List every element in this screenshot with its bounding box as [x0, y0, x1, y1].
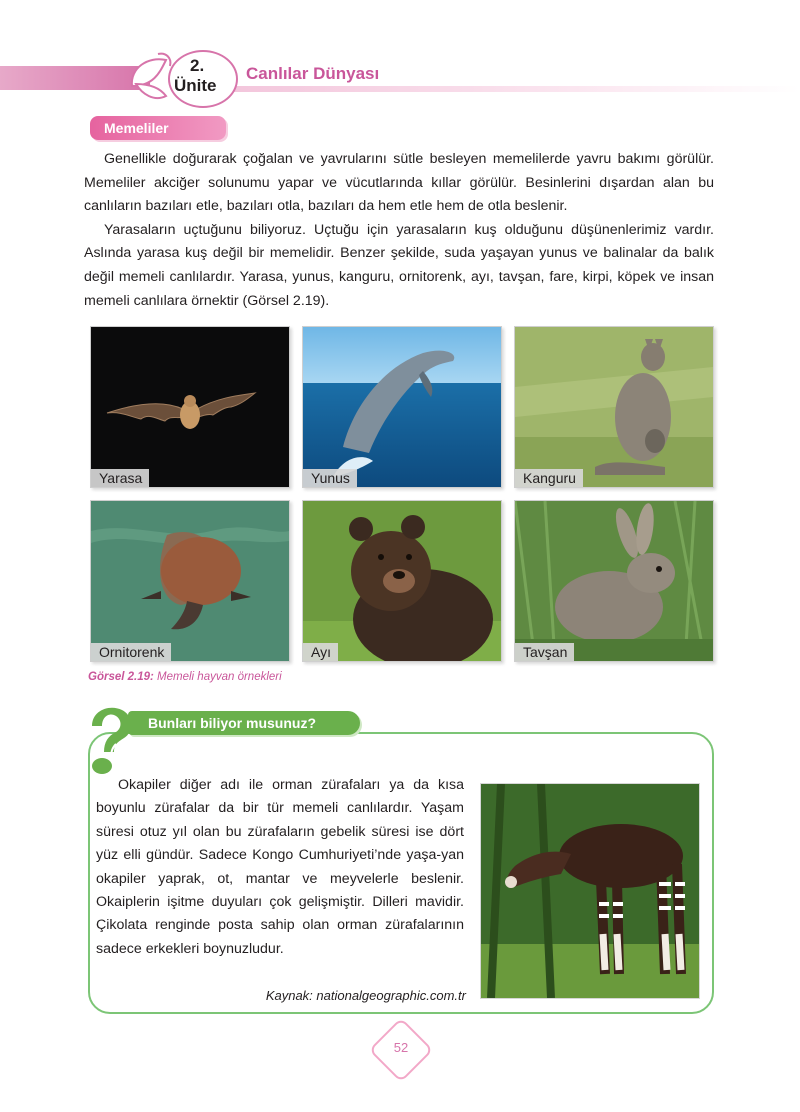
paragraph-1: Genellikle doğurarak çoğalan ve yavrularını sütle besleyen memelilerde yavru bakımı görülür. Memeliler akciğer solunumu yapar ve vücutlarında kıllar görülür. Besinlerini dışardan alan bu canlıların bazıları etle, bazıları otla, bazıları da hem etle hem de otla beslenir.	[84, 151, 714, 215]
platypus-image	[91, 501, 289, 661]
info-box-text	[96, 774, 464, 961]
info-paragraph: Okapiler diğer adı ile orman zürafaları ya da kısa boyunlu zürafalar da bir tür memeli canlılardır. Yaşam süresi otuz yıl olan bu zürafaların gebelik süresi ise dört yüz elli gündür. Sadece Kongo Cumhuriyeti’nde yaşa-yan okapiler yaprak, ot, mantar ve meyvelerle beslenir. Okaiplerin işitme duyuları çok gelişmiştir. Dilleri mavidir. Çikolata renginde posta sahip olan orman zürafalarının sadece erkekleri boynuzludur.	[96, 777, 464, 957]
figure-ref: Görsel 2.19:	[88, 671, 154, 683]
figure-text: Memeli hayvan örnekleri	[153, 671, 282, 683]
kangaroo-image	[515, 327, 713, 487]
photo-label: Kanguru	[515, 469, 583, 487]
paragraph-2: Yarasaların uçtuğunu biliyoruz. Uçtuğu için yarasaların kuş olduğunu düşünenlerimiz vardır. Aslında yarasa kuş değil bir memelidir. Benzer şekilde, suda yaşayan yunus ve balinalar da balık değil memeli canlılardır. Yarasa, yunus, kanguru, ornitorenk, ayı, tavşan, fare, kirpi, köpek ve insan memeli canlılara örnektir (Görsel 2.19).	[84, 221, 714, 309]
unit-title: Canlılar Dünyası	[246, 64, 380, 83]
question-mark-icon	[82, 704, 138, 776]
unit-word: Ünite	[174, 76, 217, 95]
unit-number: 2.	[190, 56, 205, 75]
photo-rabbit	[514, 500, 714, 662]
rabbit-image	[515, 501, 713, 661]
photo-label: Yarasa	[91, 469, 149, 487]
figure-caption	[88, 671, 282, 683]
photo-bat	[90, 326, 290, 488]
info-box-title: Bunları biliyor musunuz?	[148, 715, 317, 731]
okapi-image	[481, 784, 699, 998]
photo-dolphin	[302, 326, 502, 488]
section-title: Memeliler	[104, 120, 169, 136]
bat-image	[91, 327, 289, 487]
dolphin-image	[303, 327, 501, 487]
photo-label: Yunus	[303, 469, 357, 487]
photo-label: Tavşan	[515, 643, 574, 661]
header-bar-right	[234, 86, 800, 92]
info-box-tab	[128, 711, 360, 735]
photo-platypus	[90, 500, 290, 662]
photo-kangaroo	[514, 326, 714, 488]
source-text: Kaynak: nationalgeographic.com.tr	[265, 988, 466, 1003]
body-text	[84, 148, 714, 313]
section-tag	[90, 116, 226, 140]
bear-image	[303, 501, 501, 661]
photo-okapi	[480, 783, 700, 999]
photo-label: Ayı	[303, 643, 338, 661]
photo-bear	[302, 500, 502, 662]
photo-label: Ornitorenk	[91, 643, 171, 661]
page-number: 52	[393, 1040, 409, 1055]
